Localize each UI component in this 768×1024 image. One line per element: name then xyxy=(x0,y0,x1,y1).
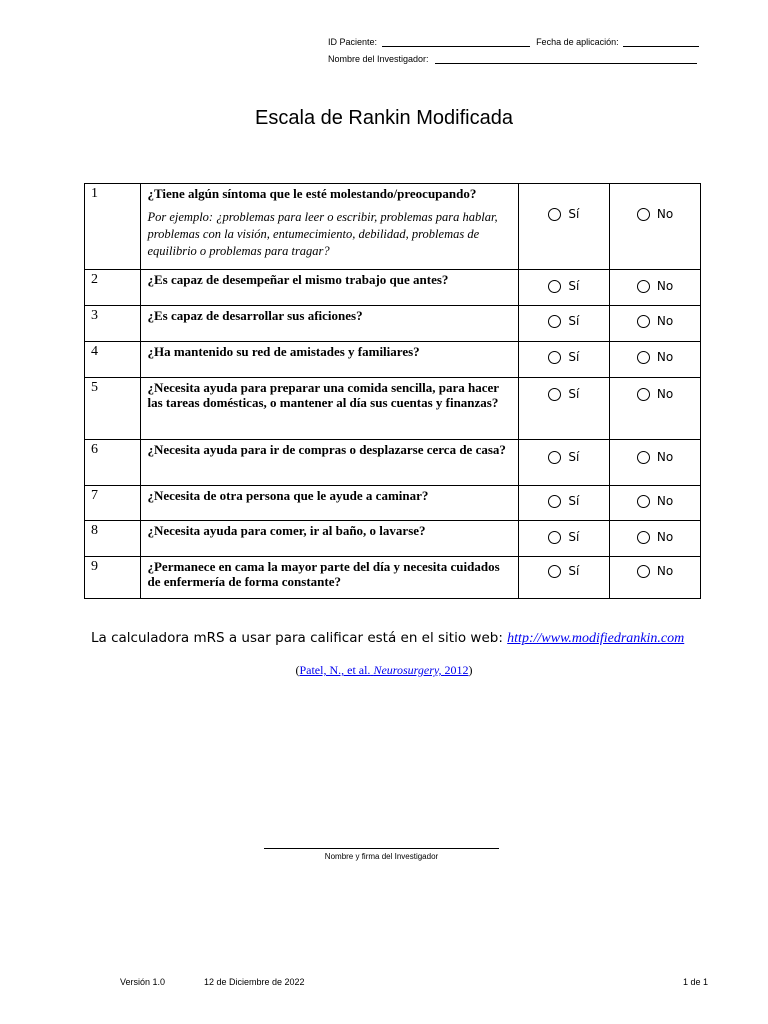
rankin-questionnaire-table xyxy=(84,183,701,599)
radio-no[interactable] xyxy=(637,564,673,578)
answer-cell-si xyxy=(518,306,609,342)
radio-label-no: No xyxy=(656,564,674,578)
answer-cell-no xyxy=(610,557,701,599)
question-row xyxy=(85,306,701,342)
radio-label-no: No xyxy=(656,494,674,508)
radio-label-no: No xyxy=(656,387,674,401)
question-number: 2 xyxy=(85,270,141,306)
answer-cell-si xyxy=(518,557,609,599)
answer-cell-no xyxy=(610,486,701,521)
patient-id-label: ID Paciente: xyxy=(328,37,378,47)
question-row xyxy=(85,184,701,270)
answer-cell-no xyxy=(610,184,701,270)
radio-circle-icon[interactable] xyxy=(548,495,561,508)
question-text: ¿Necesita ayuda para preparar una comida sencilla, para hacer las tareas domésticas, o mantener al día sus cuentas y finanzas? xyxy=(147,380,499,410)
radio-label-si: Sí xyxy=(568,530,580,544)
question-text: ¿Ha mantenido su red de amistades y familiares? xyxy=(147,344,420,359)
investigator-label: Nombre del Investigador: xyxy=(328,54,429,64)
question-cell xyxy=(141,521,518,557)
calculator-note xyxy=(91,630,684,647)
answer-cell-si xyxy=(518,184,609,270)
footer-page: 1 de 1 xyxy=(683,977,709,987)
radio-label-si: Sí xyxy=(568,564,580,578)
radio-si[interactable] xyxy=(548,387,579,401)
answer-cell-si xyxy=(518,342,609,378)
citation-year: 2012 xyxy=(444,663,469,677)
radio-circle-icon[interactable] xyxy=(548,388,561,401)
footer-version: Versión 1.0 xyxy=(120,977,166,987)
question-text: ¿Tiene algún síntoma que le esté molestando/preocupando? xyxy=(147,186,477,201)
question-number: 1 xyxy=(85,184,141,270)
question-number: 4 xyxy=(85,342,141,378)
question-cell xyxy=(141,306,518,342)
radio-circle-icon[interactable] xyxy=(548,351,561,364)
radio-si[interactable] xyxy=(548,530,579,544)
radio-label-no: No xyxy=(656,279,674,293)
question-cell xyxy=(141,440,518,486)
citation-close: ) xyxy=(468,663,473,677)
answer-cell-no xyxy=(610,342,701,378)
radio-label-si: Sí xyxy=(568,450,580,464)
radio-circle-icon[interactable] xyxy=(548,565,561,578)
citation xyxy=(0,663,768,678)
answer-cell-si xyxy=(518,486,609,521)
radio-label-si: Sí xyxy=(568,387,580,401)
question-number: 7 xyxy=(85,486,141,521)
page-title: Escala de Rankin Modificada xyxy=(255,107,513,129)
radio-circle-icon[interactable] xyxy=(637,388,650,401)
radio-no[interactable] xyxy=(637,494,673,508)
question-example: Por ejemplo: ¿problemas para leer o escribir, problemas para hablar, problemas con la visión, entumecimiento, debilidad, problemas de equilibrio o problemas para tragar? xyxy=(147,210,498,258)
question-cell xyxy=(141,342,518,378)
radio-circle-icon[interactable] xyxy=(548,208,561,221)
citation-authors: Patel, N., et al. xyxy=(299,663,371,677)
calculator-text: La calculadora mRS a usar para calificar está en el sitio web: xyxy=(91,630,503,646)
signature-label: Nombre y firma del Investigador xyxy=(324,852,439,861)
question-text: ¿Necesita ayuda para ir de compras o desplazarse cerca de casa? xyxy=(147,442,506,457)
radio-no[interactable] xyxy=(637,314,673,328)
citation-open: ( xyxy=(295,663,300,677)
radio-label-no: No xyxy=(656,530,674,544)
radio-si[interactable] xyxy=(548,350,579,364)
radio-circle-icon[interactable] xyxy=(637,208,650,221)
answer-cell-si xyxy=(518,378,609,440)
question-text: ¿Permanece en cama la mayor parte del día y necesita cuidados de enfermería de forma constante? xyxy=(147,559,500,589)
question-cell xyxy=(141,378,518,440)
radio-circle-icon[interactable] xyxy=(548,280,561,293)
answer-cell-no xyxy=(610,270,701,306)
radio-circle-icon[interactable] xyxy=(637,280,650,293)
question-row xyxy=(85,270,701,306)
radio-circle-icon[interactable] xyxy=(637,565,650,578)
citation-link[interactable] xyxy=(299,663,468,677)
question-row xyxy=(85,378,701,440)
radio-no[interactable] xyxy=(637,530,673,544)
radio-circle-icon[interactable] xyxy=(637,531,650,544)
question-row xyxy=(85,342,701,378)
radio-circle-icon[interactable] xyxy=(548,531,561,544)
question-cell xyxy=(141,486,518,521)
footer-date: 12 de Diciembre de 2022 xyxy=(204,977,305,987)
answer-cell-no xyxy=(610,440,701,486)
answer-cell-no xyxy=(610,521,701,557)
radio-label-si: Sí xyxy=(568,207,580,221)
header-row-2 xyxy=(328,54,697,64)
question-cell xyxy=(141,184,518,270)
date-field[interactable] xyxy=(623,37,699,47)
question-number: 9 xyxy=(85,557,141,599)
radio-circle-icon[interactable] xyxy=(548,451,561,464)
radio-no[interactable] xyxy=(637,450,673,464)
radio-si[interactable] xyxy=(548,314,579,328)
radio-circle-icon[interactable] xyxy=(637,351,650,364)
radio-label-si: Sí xyxy=(568,350,580,364)
radio-label-no: No xyxy=(656,450,674,464)
question-number: 5 xyxy=(85,378,141,440)
question-cell xyxy=(141,557,518,599)
question-cell xyxy=(141,270,518,306)
header-row-1 xyxy=(328,37,699,47)
radio-si[interactable] xyxy=(548,564,579,578)
answer-cell-si xyxy=(518,270,609,306)
question-number: 3 xyxy=(85,306,141,342)
investigator-field[interactable] xyxy=(435,54,697,64)
question-row xyxy=(85,557,701,599)
answer-cell-si xyxy=(518,521,609,557)
question-row xyxy=(85,521,701,557)
patient-id-field[interactable] xyxy=(382,37,530,47)
radio-circle-icon[interactable] xyxy=(637,495,650,508)
question-row xyxy=(85,486,701,521)
radio-no[interactable] xyxy=(637,350,673,364)
question-number: 6 xyxy=(85,440,141,486)
question-text: ¿Necesita de otra persona que le ayude a caminar? xyxy=(147,488,429,503)
question-number: 8 xyxy=(85,521,141,557)
radio-circle-icon[interactable] xyxy=(548,315,561,328)
radio-no[interactable] xyxy=(637,279,673,293)
radio-si[interactable] xyxy=(548,494,579,508)
radio-si[interactable] xyxy=(548,279,579,293)
question-row xyxy=(85,440,701,486)
radio-label-si: Sí xyxy=(568,279,580,293)
question-text: ¿Es capaz de desempeñar el mismo trabajo que antes? xyxy=(147,272,449,287)
radio-label-no: No xyxy=(656,207,674,221)
radio-circle-icon[interactable] xyxy=(637,451,650,464)
radio-label-no: No xyxy=(656,314,674,328)
radio-circle-icon[interactable] xyxy=(637,315,650,328)
question-text: ¿Necesita ayuda para comer, ir al baño, o lavarse? xyxy=(147,523,426,538)
radio-no[interactable] xyxy=(637,387,673,401)
citation-journal: Neurosurgery, xyxy=(373,663,442,677)
radio-label-si: Sí xyxy=(568,494,580,508)
calculator-link[interactable]: http://www.modifiedrankin.com xyxy=(507,631,685,646)
question-text: ¿Es capaz de desarrollar sus aficiones? xyxy=(147,308,363,323)
radio-no[interactable] xyxy=(637,207,673,221)
answer-cell-no xyxy=(610,306,701,342)
signature-line[interactable] xyxy=(264,848,499,849)
answer-cell-si xyxy=(518,440,609,486)
radio-si[interactable] xyxy=(548,207,579,221)
radio-si[interactable] xyxy=(548,450,579,464)
radio-label-si: Sí xyxy=(568,314,580,328)
radio-label-no: No xyxy=(656,350,674,364)
date-label: Fecha de aplicación: xyxy=(536,37,619,47)
answer-cell-no xyxy=(610,378,701,440)
